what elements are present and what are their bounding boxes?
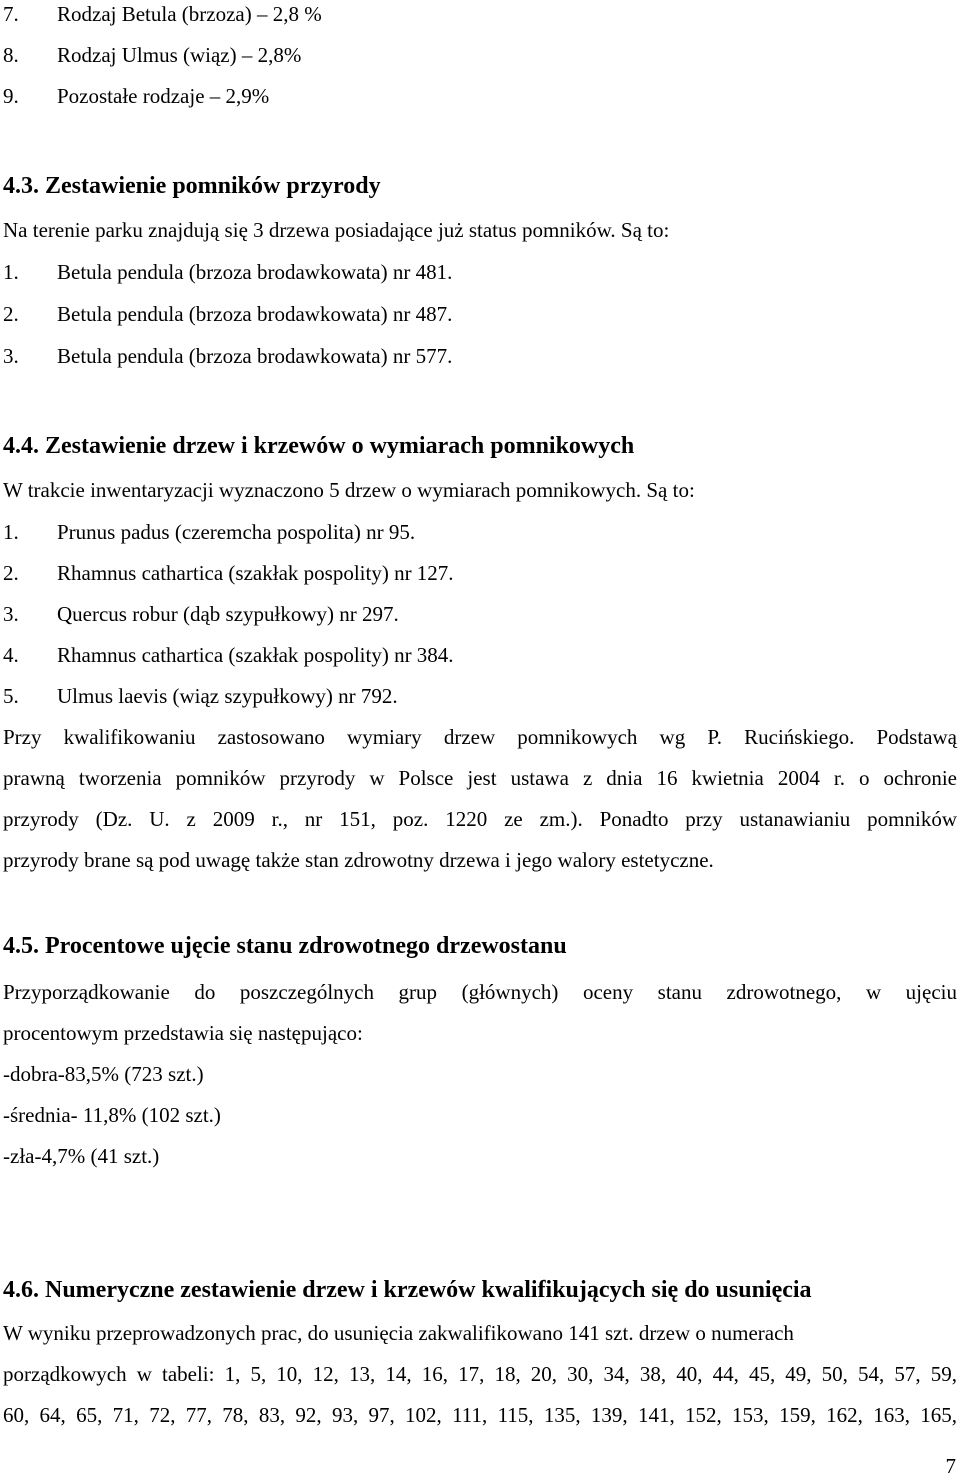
list-item: -dobra-83,5% (723 szt.) xyxy=(3,1062,204,1086)
list-item: 3. Betula pendula (brzoza brodawkowata) nr 577. xyxy=(3,344,453,368)
section-heading: 4.3. Zestawienie pomników przyrody xyxy=(3,173,381,199)
paragraph-line: porządkowych w tabeli: 1, 5, 10, 12, 13, 14, 16, 17, 18, 20, 30, 34, 38, 40, 44, 45, 49, 50, 54, 57, 59, xyxy=(3,1362,957,1386)
list-item: 7. Rodzaj Betula (brzoza) – 2,8 % xyxy=(3,2,322,26)
paragraph-line: 60, 64, 65, 71, 72, 77, 78, 83, 92, 93, 97, 102, 111, 115, 135, 139, 141, 152, 153, 159, 162, 163, 165, xyxy=(3,1403,957,1427)
list-item: 5. Ulmus laevis (wiąz szypułkowy) nr 792. xyxy=(3,684,398,708)
paragraph-line: Przyporządkowanie do poszczególnych grup (głównych) oceny stanu zdrowotnego, w ujęciu xyxy=(3,980,957,1004)
paragraph-line: przyrody brane są pod uwagę także stan zdrowotny drzewa i jego walory estetyczne. xyxy=(3,848,714,872)
list-item: -zła-4,7% (41 szt.) xyxy=(3,1144,160,1168)
section-heading: 4.5. Procentowe ujęcie stanu zdrowotnego drzewostanu xyxy=(3,933,567,959)
paragraph-line: W wyniku przeprowadzonych prac, do usunięcia zakwalifikowano 141 szt. drzew o numerach xyxy=(3,1321,794,1345)
list-item: 8. Rodzaj Ulmus (wiąz) – 2,8% xyxy=(3,43,302,67)
list-item: 1. Prunus padus (czeremcha pospolita) nr 95. xyxy=(3,520,416,544)
list-item: -średnia- 11,8% (102 szt.) xyxy=(3,1103,221,1127)
list-item: 9. Pozostałe rodzaje – 2,9% xyxy=(3,84,270,108)
list-item: 2. Betula pendula (brzoza brodawkowata) nr 487. xyxy=(3,302,453,326)
list-item: 4. Rhamnus cathartica (szakłak pospolity) nr 384. xyxy=(3,643,454,667)
paragraph: W trakcie inwentaryzacji wyznaczono 5 drzew o wymiarach pomnikowych. Są to: xyxy=(3,478,695,502)
paragraph-line: Przy kwalifikowaniu zastosowano wymiary drzew pomnikowych wg P. Rucińskiego. Podstawą xyxy=(3,725,957,749)
section-heading: 4.6. Numeryczne zestawienie drzew i krzewów kwalifikujących się do usunięcia xyxy=(3,1277,812,1303)
list-item: 2. Rhamnus cathartica (szakłak pospolity) nr 127. xyxy=(3,561,454,585)
list-item: 3. Quercus robur (dąb szypułkowy) nr 297. xyxy=(3,602,399,626)
paragraph-line: procentowym przedstawia się następująco: xyxy=(3,1021,363,1045)
list-item: 1. Betula pendula (brzoza brodawkowata) nr 481. xyxy=(3,260,453,284)
section-heading: 4.4. Zestawienie drzew i krzewów o wymiarach pomnikowych xyxy=(3,433,635,459)
paragraph-line: przyrody (Dz. U. z 2009 r., nr 151, poz. 1220 ze zm.). Ponadto przy ustanawianiu pomników xyxy=(3,807,957,831)
page-number: 7 xyxy=(945,1454,956,1478)
paragraph: Na terenie parku znajdują się 3 drzewa posiadające już status pomników. Są to: xyxy=(3,218,670,242)
paragraph-line: prawną tworzenia pomników przyrody w Polsce jest ustawa z dnia 16 kwietnia 2004 r. o ochronie xyxy=(3,766,957,790)
